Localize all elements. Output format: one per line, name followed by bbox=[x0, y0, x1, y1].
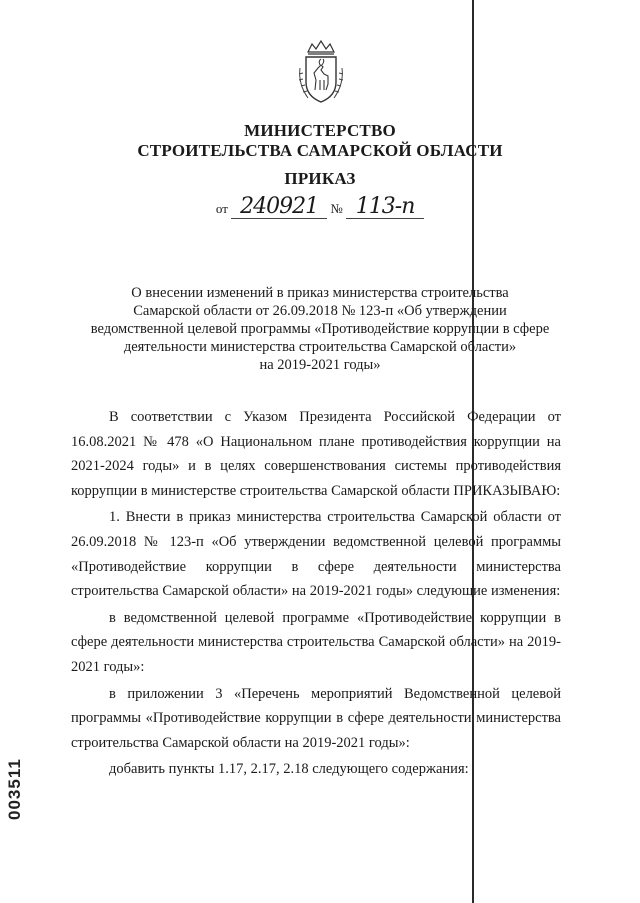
ministry-title-line2: СТРОИТЕЛЬСТВА САМАРСКОЙ ОБЛАСТИ bbox=[137, 141, 503, 160]
body-paragraph-appendix: в приложении 3 «Перечень мероприятий Ведомственной целевой программы «Противодействие коррупции в сфере деятельности министерства строительства Самарской области на 2019-2021 годы»: bbox=[71, 685, 561, 751]
body-paragraph-item-1: 1. Внести в приказ министерства строительства Самарской области от 26.09.2018 № 123-п «Об утверждении ведомственной целевой программы «Противодействие коррупции в сфере деятельности министерства строительства Самарской области» на 2019-2021 годы» следующие изменения: bbox=[71, 509, 561, 600]
document-type: ПРИКАЗ bbox=[284, 169, 356, 188]
order-subject bbox=[60, 284, 580, 374]
body-paragraph-add-items: добавить пункты 1.17, 2.17, 2.18 следующего содержания: bbox=[109, 761, 469, 778]
date-prefix: от bbox=[215, 201, 228, 216]
number-prefix: № bbox=[330, 201, 343, 216]
samara-coat-of-arms-icon bbox=[294, 38, 348, 106]
registration-number: 003511 bbox=[5, 758, 24, 820]
subject-line: О внесении изменений в приказ министерства строительства bbox=[131, 285, 509, 301]
ministry-title-line1: МИНИСТЕРСТВО bbox=[244, 121, 396, 140]
subject-line: ведомственной целевой программы «Противодействие коррупции в сфере bbox=[90, 321, 550, 337]
subject-line: деятельности министерства строительства Самарской области» bbox=[123, 339, 517, 355]
body-paragraph-program: в ведомственной целевой программе «Противодействие коррупции в сфере деятельности министерства строительства Самарской области» на 2019-2021 годы»: bbox=[71, 609, 561, 675]
handwritten-number: 113-п bbox=[346, 196, 424, 219]
order-date-number-line bbox=[0, 196, 640, 219]
body-paragraph-preamble: В соответствии с Указом Президента Российской Федерации от 16.08.2021 № 478 «О Национальном плане противодействия коррупции на 2021-2024 годы» и в целях совершенствования системы противодействия коррупции в министерстве строительства Самарской области ПРИКАЗЫВАЮ: bbox=[71, 409, 561, 499]
handwritten-date: 240921 bbox=[231, 196, 327, 219]
order-body bbox=[71, 405, 561, 784]
subject-line: Самарской области от 26.09.2018 № 123-п «Об утверждении bbox=[133, 303, 507, 319]
subject-line: на 2019-2021 годы» bbox=[259, 357, 381, 373]
